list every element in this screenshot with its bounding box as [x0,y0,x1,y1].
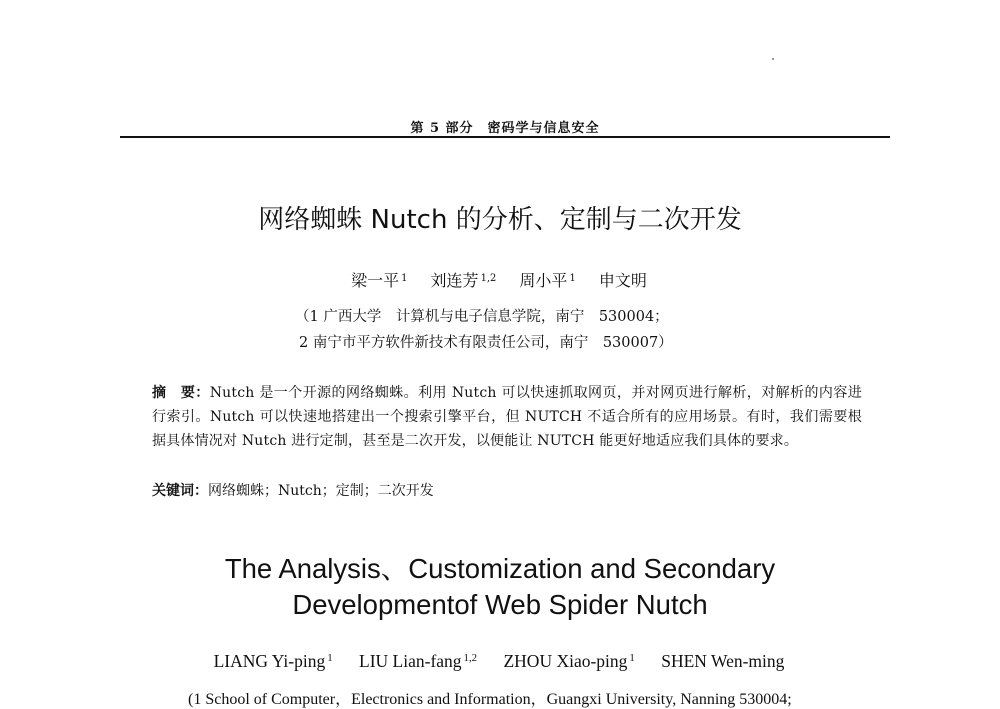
author-en: ZHOU Xiao-ping $^1$ [503,651,635,671]
keywords [152,480,434,500]
scan-speck [772,58,774,60]
author-en: LIU Lian-fang $^{1,2}$ [359,651,478,671]
header-rule [120,136,890,138]
authors-english [0,651,1000,672]
abstract [152,381,862,453]
authors-chinese [0,268,1000,291]
author-en: SHEN Wen-ming [661,651,785,671]
title-chinese: 网络蜘蛛 Nutch 的分析、定制与二次开发 [258,205,742,235]
keywords-text: 网络蜘蛛；Nutch；定制；二次开发 [208,483,434,499]
keywords-label: 关键词： [152,483,208,499]
title-en-line1: The Analysis、Customization and Secondary [224,553,776,584]
author-en: LIANG Yi-ping $^1$ [213,651,333,671]
affiliation-cn-2: 2 南宁市平方软件新技术有限责任公司，南宁 530007） [299,335,673,351]
abstract-label: 摘 要： [152,385,210,401]
section-header: 第 5 部分 密码学与信息安全 [410,121,600,136]
author-cn: 梁一平 $^1$ [351,271,408,290]
title-english [0,551,1000,623]
author-cn: 周小平 $^1$ [519,271,576,290]
author-cn: 申文明 [598,271,647,290]
affiliation-en-1: (1 School of Computer，Electronics and Information，Guangxi University, Nanning 530004; [188,691,792,708]
affiliation-cn-1: （1 广西大学 计算机与电子信息学院，南宁 530004； [295,309,669,325]
author-cn: 刘连芳 $^{1,2}$ [430,271,497,290]
title-en-line2: Developmentof Web Spider Nutch [292,589,708,620]
abstract-text: Nutch 是一个开源的网络蜘蛛。利用 Nutch 可以快速抓取网页，并对网页进行解析，对解析的内容进行索引。Nutch 可以快速地搭建出一个搜索引擎平台，但 NUTCH 不适合所有的应用场景。有时，我们需要根据具体情况对 Nutch 进行定制，甚至是二次开发，以便能让 NUTCH 能更好地适应我们具体的要求。 [152,385,862,449]
